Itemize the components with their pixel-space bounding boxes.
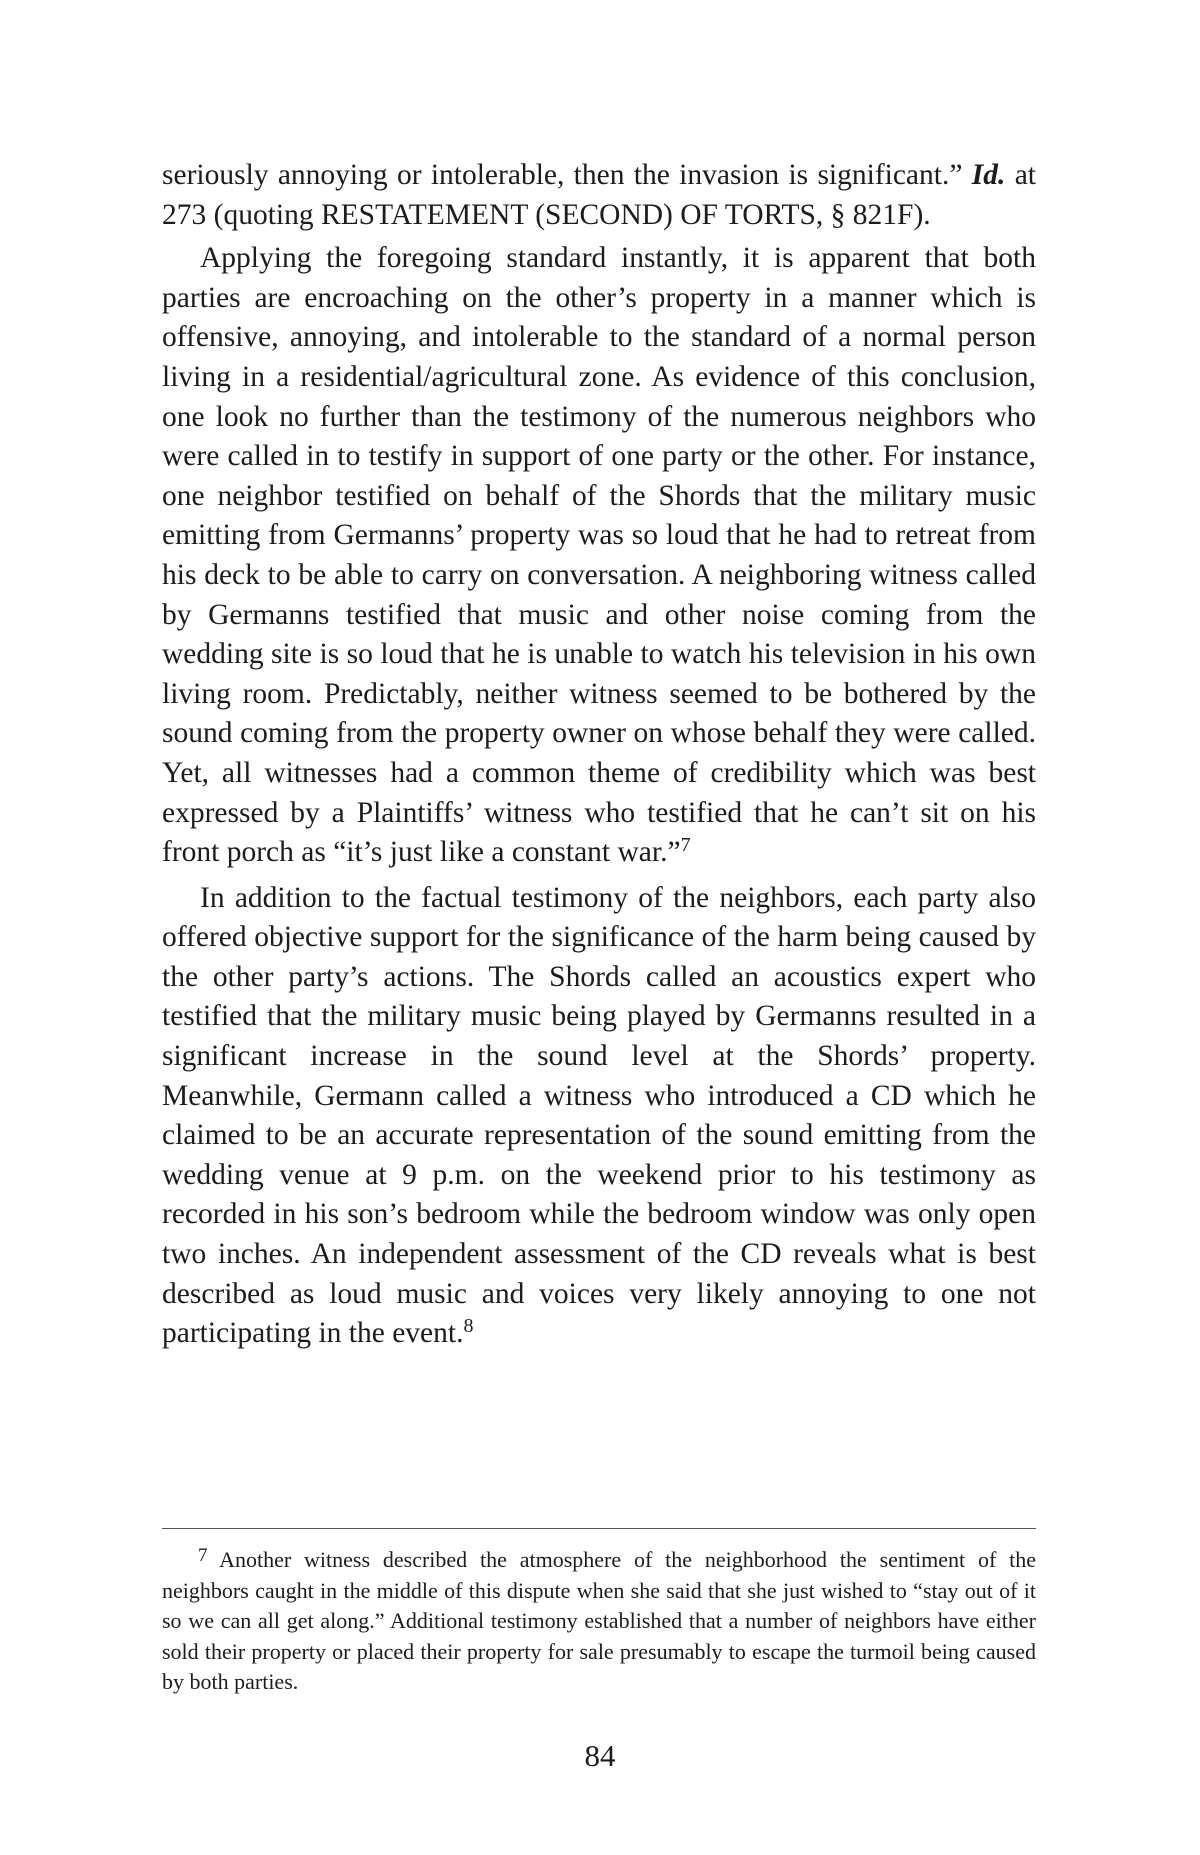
footnote-divider: [162, 1528, 1036, 1529]
citation-id: Id.: [971, 159, 1006, 191]
paragraph-continuation: [162, 156, 1036, 235]
paragraph-testimony: [162, 239, 1036, 873]
body-text: [162, 156, 1036, 1354]
paragraph-text: In addition to the factual testimony of the neighbors, each party also offered objective support for the significance of the harm being caused by the other party’s actions. The Shords called an acoustics expert who testified that the military music being played by Germanns resulted in a significant increase in the sound level at the Shords’ property. Meanwhile, Germann called a witness who introduced a CD which he claimed to be an accurate representation of the sound emitting from the wedding venue at 9 p.m. on the weekend prior to his testimony as recorded in his son’s bedroom while the bedroom window was only open two inches. An independent assessment of the CD reveals what is best described as loud music and voices very likely annoying to one not participating in the event.: [162, 881, 1036, 1350]
footnote-number: 7: [198, 1545, 208, 1566]
paragraph-lead: seriously annoying or intolerable, then the invasion is significant.”: [162, 159, 963, 191]
footnote: [162, 1545, 1036, 1698]
footnote-entry: [162, 1545, 1036, 1698]
footnote-text: Another witness described the atmosphere of the neighborhood the sentiment of the neighbors caught in the middle of this dispute when she said that she just wished to “stay out of it so we can all get along.” Additional testimony established that a number of neighbors have either sold their property or placed their property for sale presumably to escape the turmoil being caused by both parties.: [162, 1547, 1036, 1694]
page-number: 84: [584, 1738, 616, 1773]
paragraph-evidence: [162, 879, 1036, 1354]
paragraph-tail: at 273 (quoting RESTATEMENT (SECOND) OF TORTS, § 821F).: [162, 159, 1036, 231]
footnote-reference[interactable]: 8: [463, 1315, 474, 1338]
paragraph-text: Applying the foregoing standard instantly, it is apparent that both parties are encroaching on the other’s property in a manner which is offensive, annoying, and intolerable to the standard of a normal person living in a residential/agricultural zone. As evidence of this conclusion, one look no further than the testimony of the numerous neighbors who were called in to testify in support of one party or the other. For instance, one neighbor testified on behalf of the Shords that the military music emitting from Germanns’ property was so loud that he had to retreat from his deck to be able to carry on conversation. A neighboring witness called by Germanns testified that music and other noise coming from the wedding site is so loud that he is unable to watch his television in his own living room. Predictably, neither witness seemed to be bothered by the sound coming from the property owner on whose behalf they were called. Yet, all witnesses had a common theme of credibility which was best expressed by a Plaintiffs’ witness who testified that he can’t sit on his front porch as “it’s just like a constant war.”: [162, 242, 1036, 869]
footnote-reference[interactable]: 7: [680, 834, 691, 857]
